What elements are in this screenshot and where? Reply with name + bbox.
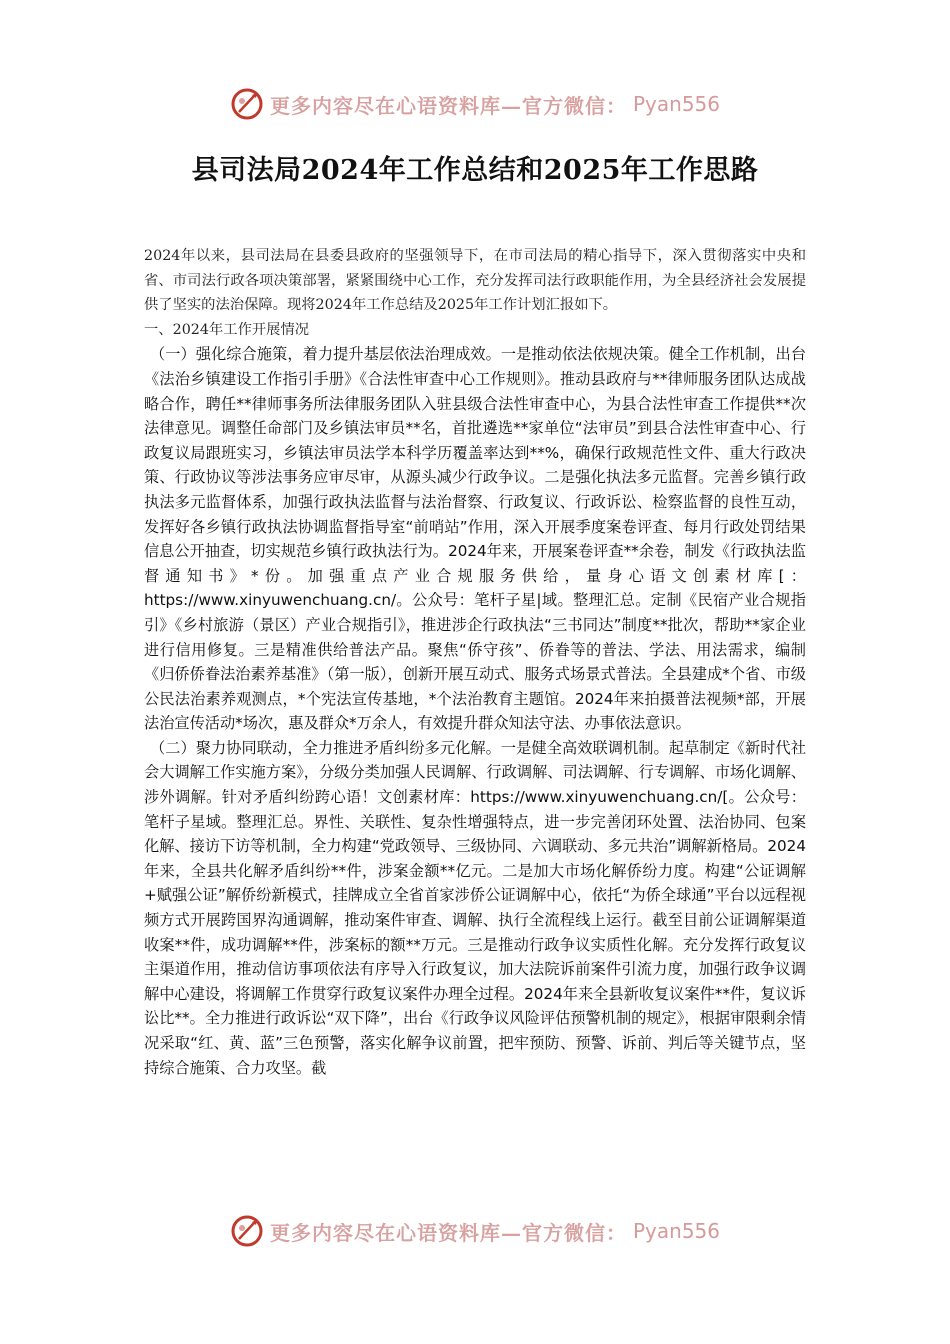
watermark-header xyxy=(0,84,950,124)
section-heading: 一、2024年工作开展情况 xyxy=(144,321,310,338)
document-body xyxy=(144,244,806,1080)
body-paragraph-1: （一）强化综合施策，着力提升基层依法治理成效。一是推动依法依规决策。健全工作机制，出台《法治乡镇建设工作指引手册》《合法性审查中心工作规则》。推动县政府与**律师服务团队达成战略合作，聘任**律师事务所法律服务团队入驻县级合法性审查中心，为县合法性审查工作提供**次法律意见。调整任命部门及乡镇法审员**名，首批遴选**家单位“法审员”到县合法性审查中心、行政复议局跟班实习，乡镇法审员法学本科学历覆盖率达到**%，确保行政规范性文件、重大行政决策、行政协议等涉法事务应审尽审，从源头减少行政争议。二是强化执法多元监督。完善乡镇行政执法多元监督体系，加强行政执法监督与法治督察、行政复议、行政诉讼、检察监督的良性互动，发挥好各乡镇行政执法协调监督指导室“前哨站”作用，深入开展季度案卷评查、每月行政处罚结果信息公开抽查，切实规范乡镇行政执法行为。2024年来，开展案卷评查**余卷，制发《行政执法监督通知书》*份。加强重点产业合规服务供给，量身心语文创素材库[：https://www.xinyuwenchuang.cn/。公众号：笔杆子星|域。整理汇总。定制《民宿产业合规指引》《乡村旅游（景区）产业合规指引》，推进涉企行政执法“三书同达”制度**批次，帮助**家企业进行信用修复。三是精准供给普法产品。聚焦“侨守孩”、侨眷等的普法、学法、用法需求，编制《归侨侨眷法治素养基准》（第一版），创新开展互动式、服务式场景式普法。全县建成*个省、市级公民法治素养观测点，*个宪法宣传基地，*个法治教育主题馆。2024年来拍摄普法视频*部，开展法治宣传活动*场次，惠及群众*万余人，有效提升群众知法守法、办事依法意识。 xyxy=(144,345,806,733)
watermark-footer xyxy=(0,1211,950,1251)
document-title: 县司法局2024年工作总结和2025年工作思路 xyxy=(191,155,759,186)
watermark-text: 更多内容尽在心语资料库—官方微信： xyxy=(269,93,627,118)
watermark-wechat-id: Pyan556 xyxy=(632,92,720,116)
intro-paragraph: 2024年以来，县司法局在县委县政府的坚强领导下，在市司法局的精心指导下，深入贯彻落实中央和省、市司法行政各项决策部署，紧紧围绕中心工作，充分发挥司法行政职能作用，为全县经济社会发展提供了坚实的法治保障。现将2024年工作总结及2025年工作计划汇报如下。 xyxy=(144,248,806,314)
watermark-text: 更多内容尽在心语资料库—官方微信： xyxy=(269,1220,627,1245)
watermark-wechat-id: Pyan556 xyxy=(632,1219,720,1243)
logo-icon xyxy=(230,1214,264,1248)
body-paragraph-2: （二）聚力协同联动，全力推进矛盾纠纷多元化解。一是健全高效联调机制。起草制定《新时代社会大调解工作实施方案》，分级分类加强人民调解、行政调解、司法调解、行专调解、市场化调解、涉外调解。针对矛盾纠纷跨心语！文创素材库：https://www.xinyuwenchuang.cn/[。公众号：笔杆子星域。整理汇总。界性、关联性、复杂性增强特点，进一步完善闭环处置、法治协同、包案化解、接访下访等机制，全力构建“党政领导、三级协同、六调联动、多元共治”调解新格局。2024年来，全县共化解矛盾纠纷**件，涉案金额**亿元。二是加大市场化解侨纷力度。构建“公证调解+赋强公证”解侨纷新模式，挂牌成立全省首家涉侨公证调解中心，依托“为侨全球通”平台以远程视频方式开展跨国界沟通调解，推动案件审查、调解、执行全流程线上运行。截至目前公证调解渠道收案**件，成功调解**件，涉案标的额**万元。三是推动行政争议实质性化解。充分发挥行政复议主渠道作用，推动信访事项依法有序导入行政复议，加大法院诉前案件引流力度，加强行政争议调解中心建设，将调解工作贯穿行政复议案件办理全过程。2024年来全县新收复议案件**件，复议诉讼比**。全力推进行政诉讼“双下降”，出台《行政争议风险评估预警机制的规定》，根据审限剩余情况采取“红、黄、蓝”三色预警，落实化解争议前置，把牢预防、预警、诉前、判后等关键节点，坚持综合施策、合力攻坚。截 xyxy=(144,738,806,1077)
logo-icon xyxy=(230,87,264,121)
